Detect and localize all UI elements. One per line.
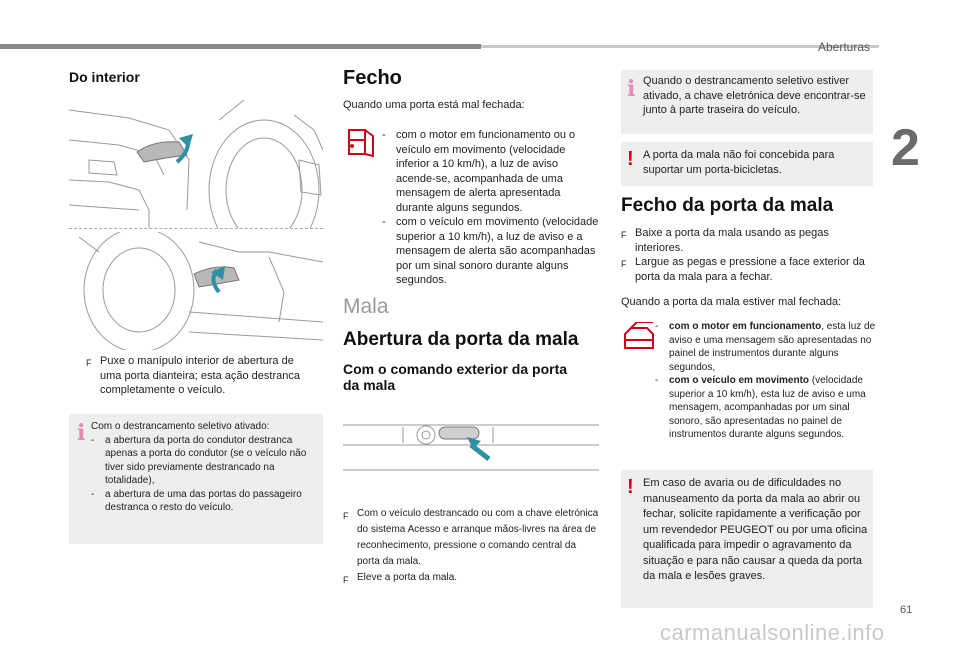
bullet-marker-icon: F: [343, 575, 349, 585]
bullet-marker-icon: F: [621, 230, 627, 240]
col2-item: - com o veículo em movimento (velocidade superior a 10 km/h), a luz de aviso e a mensagem de alerta são acompanhadas por um sinal sonoro durante alguns segundos.: [382, 216, 599, 286]
col3-warn2-text: Em caso de avaria ou de dificuldades no manuseamento da porta da mala ao abrir ou fechar, solicite rapidamente a verificação por um revendedor PEUGEOT ou por uma oficina qualificada para impedir o agravamento da situação e para não causar a queda da porta da mala e lesões graves.: [643, 477, 868, 582]
info-icon: i: [77, 420, 86, 446]
section-title-mala: Mala: [343, 295, 389, 318]
col1-title: Do interior: [69, 69, 140, 85]
col1-bullet: [86, 354, 314, 398]
col3-warning-box-2: [621, 470, 873, 608]
open-door-warning-icon: [343, 126, 379, 160]
col3-info-box: [621, 70, 873, 134]
watermark: carmanualsonline.info: [660, 620, 885, 645]
warning-icon: !: [627, 148, 634, 170]
col2-title: Fecho: [343, 67, 402, 89]
open-tailgate-warning-icon: [621, 322, 657, 356]
chapter-number: 2: [891, 119, 920, 177]
col3-item: - com o motor em funcionamento, esta luz de aviso e uma mensagem são apresentadas no painel de instrumentos durante alguns segundos,: [655, 321, 876, 373]
col1-bullet-text: Puxe o manípulo interior de abertura de uma porta dianteira; esta ação destranca completamente o veículo.: [100, 355, 300, 396]
col3-intro: Quando a porta da mala estiver mal fechada:: [621, 296, 842, 308]
tailgate-button-illustration: [343, 415, 599, 490]
col3-info-text: Quando o destrancamento seletivo estiver ativado, a chave eletrónica deve encontrar-se junto à parte traseira do veículo.: [643, 75, 866, 116]
col2-item: - com o motor em funcionamento ou o veículo em movimento (velocidade inferior a 10 km/h), a luz de aviso acende-se, acompanhada de uma mensagem de alerta apresentada durante alguns segundos.: [382, 129, 576, 214]
col3-title: Fecho da porta da mala: [621, 195, 834, 216]
col2-heading-abertura: Abertura da porta da mala: [343, 329, 579, 350]
header-bar: [0, 44, 481, 49]
col3-items: [655, 320, 877, 442]
col1-info-intro: Com o destrancamento seletivo ativado:: [91, 421, 270, 432]
col1-info-box: [69, 414, 323, 544]
col2-bullets: [343, 506, 601, 588]
col2-intro: Quando uma porta está mal fechada:: [343, 99, 525, 111]
col3-bullet: F Largue as pegas e pressione a face exterior da porta da mala para a fechar.: [621, 256, 865, 283]
door-handle-illustration-2: [69, 232, 323, 350]
col2-subheading-comando: Com o comando exterior da porta da mala: [343, 361, 568, 393]
col3-bullets: [621, 226, 877, 284]
warning-icon: !: [627, 476, 634, 498]
col2-items: [382, 128, 600, 288]
col3-warning-box-1: [621, 142, 873, 186]
bullet-marker-icon: F: [621, 259, 627, 269]
col3-warn1-text: A porta da mala não foi concebida para suportar um porta-bicicletas.: [643, 149, 835, 176]
illustration-divider: [69, 228, 323, 229]
bullet-marker-icon: F: [343, 511, 349, 521]
section-label: Aberturas: [817, 40, 870, 54]
page-number: 61: [900, 604, 913, 616]
col2-bullet: F Eleve a porta da mala.: [343, 570, 601, 588]
col3-bullet: F Baixe a porta da mala usando as pegas interiores.: [621, 227, 829, 254]
door-handle-illustration-1: [69, 100, 323, 228]
col1-info-item: - a abertura da porta do condutor destranca apenas a porta do condutor (se o veículo não tiver sido previamente destrancado na totalidade),: [91, 434, 307, 486]
col3-item: - com o veículo em movimento (velocidade superior a 10 km/h), esta luz de aviso e uma mensagem, acompanhadas por um sinal sonoro, são apresentadas no painel de instrumentos durante alguns segundos.: [655, 375, 866, 440]
bullet-marker-icon: F: [86, 358, 92, 368]
col2-bullet: F Com o veículo destrancado ou com a chave eletrónica do sistema Acesso e arranque mãos-livres na área de reconhecimento, pressione o comando central da porta da mala.: [343, 506, 601, 570]
col1-info-item: - a abertura de uma das portas do passageiro destranca o resto do veículo.: [91, 488, 302, 513]
info-icon: i: [627, 76, 636, 102]
